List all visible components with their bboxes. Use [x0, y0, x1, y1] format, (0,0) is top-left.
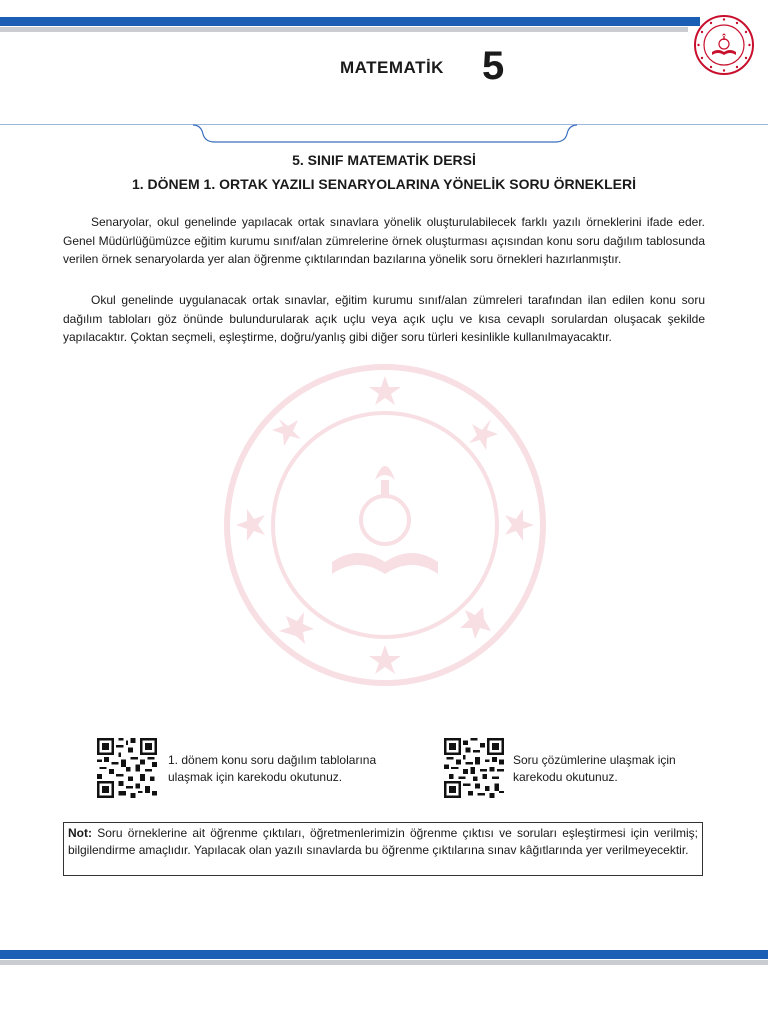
intro-paragraph-1: Senaryolar, okul genelinde yapılacak ortak sınavlara yönelik oluşturulabilecek farklı yazılı örneklerini ifade eder. Genel Müdürlüğümüzce eğitim kurumu sınıf/alan zümrelerine örnek oluşturması açısından konu soru dağılım tablosunda verilen örnek senaryolarda yer alan öğrenme çıktılarından bazılarına yönelik soru örnekleri hazırlanmıştır.: [63, 215, 705, 266]
qr-caption-2: Soru çözümlerine ulaşmak için karekodu okutunuz.: [513, 753, 676, 784]
qr-code-icon: [444, 738, 504, 798]
qr-code-icon: [97, 738, 157, 798]
ministry-seal-icon: [693, 14, 755, 76]
top-blue-band: [0, 17, 700, 26]
note-box: [63, 822, 703, 876]
note-label: Not:: [68, 826, 92, 840]
top-grey-band: [0, 27, 688, 32]
header-tab-shape: [193, 124, 577, 144]
note-text: Soru örneklerine ait öğrenme çıktıları, öğretmenlerimizin öğrenme çıktısı ve soruları eşleştirmesi için verilmiş; bilgilendirme amaçlıdır. Yapılacak olan yazılı sınavlarda bu öğrenme çıktılarına sınav kâğıtlarında yer verilmeyecektir.: [68, 826, 698, 857]
grade-number: 5: [482, 44, 505, 88]
document-title: 5. SINIF MATEMATİK DERSİ: [292, 152, 476, 168]
watermark-seal-icon: [222, 362, 548, 688]
bottom-grey-band: [0, 960, 768, 965]
note-paragraph: [66, 825, 700, 859]
document-subtitle: 1. DÖNEM 1. ORTAK YAZILI SENARYOLARINA YÖNELİK SORU ÖRNEKLERİ: [131, 176, 637, 192]
intro-paragraph-2: Okul genelinde uygulanacak ortak sınavlar, eğitim kurumu sınıf/alan zümreleri tarafından ilan edilen konu soru dağılım tabloları göz önünde bulundurularak açık uçlu veya açık uçlu ve kısa cevaplı sorulardan oluşacak şekilde yapılacaktır. Çoktan seçmeli, eşleştirme, doğru/yanlış gibi diğer soru türleri kesinlikle kullanılmayacaktır.: [63, 293, 705, 344]
qr-caption-1: 1. dönem konu soru dağılım tablolarına ulaşmak için karekodu okutunuz.: [168, 753, 377, 784]
bottom-blue-band: [0, 950, 768, 959]
subject-title: MATEMATİK: [340, 58, 444, 77]
